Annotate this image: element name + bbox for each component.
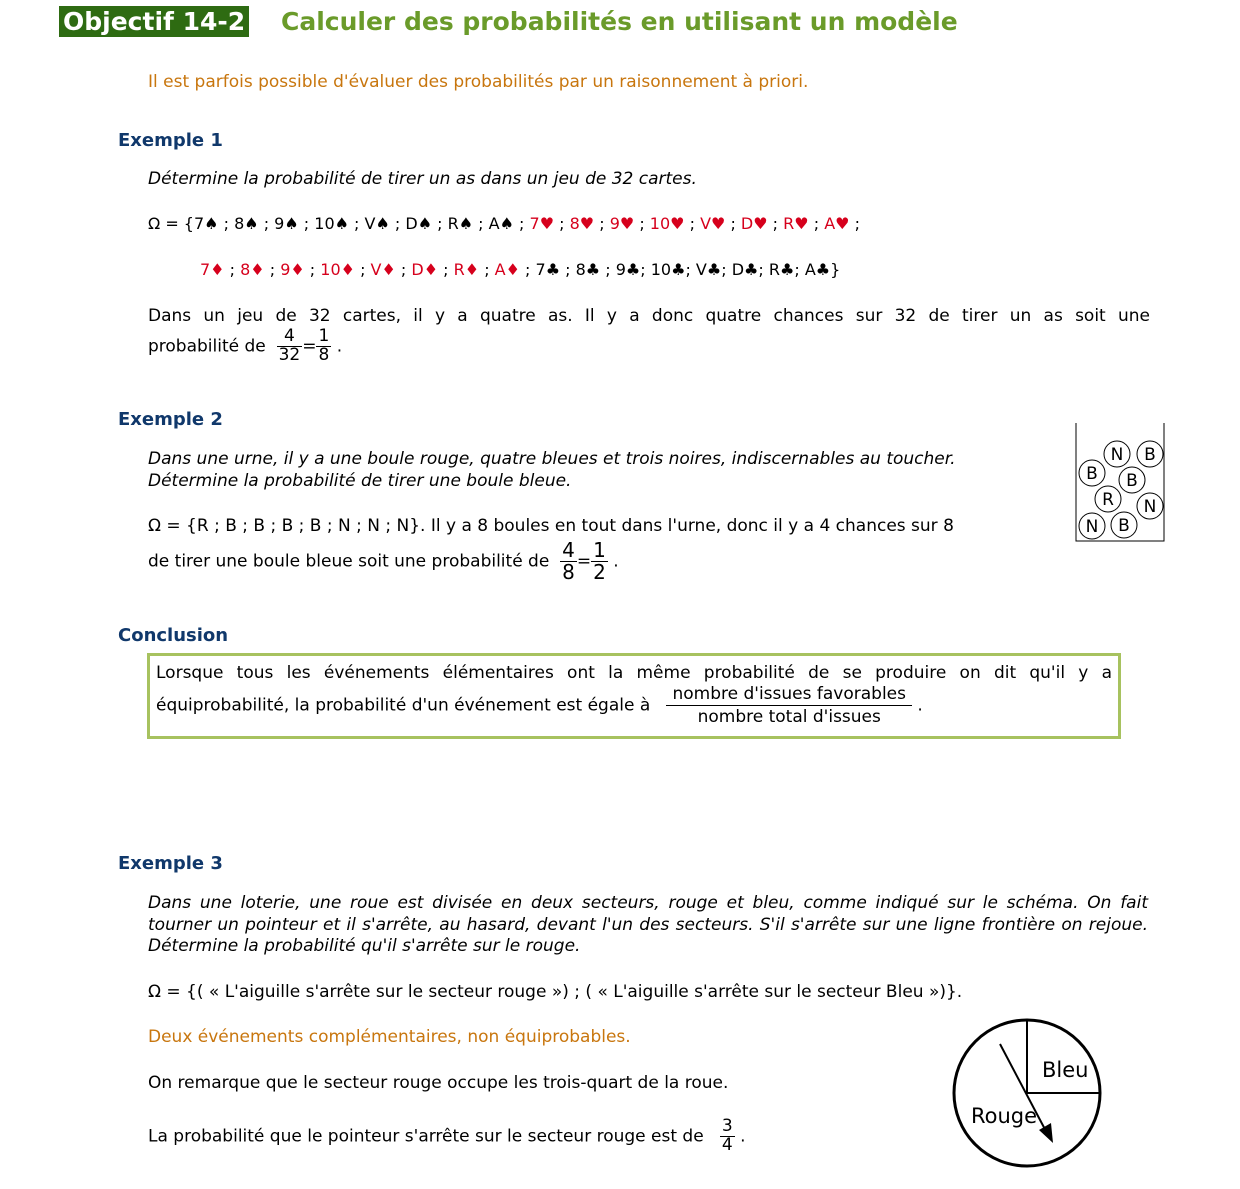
example2-heading: Exemple 2 [118,409,223,430]
example3-answer: La probabilité que le pointeur s'arrête sur le secteur rouge est de $\frac{3}{4}$ . [148,1116,746,1155]
intro-text: Il est parfois possible d'évaluer des probabilités par un raisonnement à priori. [148,72,809,92]
fraction-4-8: $\frac{4}{8}$ [562,538,575,584]
example1-omega-line1: Ω = {7♠ ; 8♠ ; 9♠ ; 10♠ ; V♠ ; D♠ ; R♠ ; A♠ ; 7♥ ; 8♥ ; 9♥ ; 10♥ ; V♥ ; D♥ ; R♥ ; A♥ ; [148,214,860,233]
urn-ball: B [1086,464,1098,484]
example2-explanation: Ω = {R ; B ; B ; B ; B ; N ; N ; N}. Il y a 8 boules en tout dans l'urne, donc il y a 4 chances sur 8 [148,516,954,536]
fraction-1-8: $\frac{1}{8}$ [318,326,330,365]
card-list-spades: 7♠ ; 8♠ ; 9♠ ; 10♠ ; V♠ ; D♠ ; R♠ ; A♠ [193,214,514,233]
fraction-favorable-over-total: $\frac{\text{nombre d'issues favorables}}{\text{nombre total d'issues}}$ [666,683,912,728]
lottery-wheel [945,1010,1110,1175]
conclusion-line1: Lorsque tous les événements élémentaires ont la même probabilité de se produire on dit qu'il y a [156,663,1112,683]
urn-ball: R [1102,490,1114,510]
example1-omega-line2: 7♦ ; 8♦ ; 9♦ ; 10♦ ; V♦ ; D♦ ; R♦ ; A♦ ; 7♣ ; 8♣ ; 9♣; 10♣; V♣; D♣; R♣; A♣} [200,260,841,279]
fraction-3-4: $\frac{3}{4}$ [721,1116,733,1155]
card-list-diamonds: 7♦ ; 8♦ ; 9♦ ; 10♦ ; V♦ ; D♦ ; R♦ ; A♦ [200,260,520,279]
wheel-label-blue: Bleu [1042,1058,1089,1082]
fraction-1-2: $\frac{1}{2}$ [593,538,606,584]
card-list-hearts: 7♥ ; 8♥ ; 9♥ ; 10♥ ; V♥ ; D♥ ; R♥ ; A♥ [529,214,850,233]
pointer-arrowhead [1039,1123,1053,1143]
urn-ball: N [1110,445,1124,465]
fraction-4-32: $\frac{4}{32}$ [278,326,301,365]
conclusion-line2: équiprobabilité, la probabilité d'un événement est égale à $\frac{\text{nombre d'issues favorables}}{\text{nombre total d'issues}}$ . [156,684,923,728]
urn-ball: B [1118,516,1130,536]
example2-result: de tirer une boule bleue soit une probabilité de $\frac{4}{8}$ = $\frac{1}{2}$ . [148,538,619,584]
urn-diagram [1070,420,1170,546]
example1-question: Détermine la probabilité de tirer un as dans un jeu de 32 cartes. [148,169,697,189]
example1-result: probabilité de $\frac{4}{32}$ = $\frac{1}{8}$ . [148,326,343,365]
card-list-clubs: 7♣ ; 8♣ ; 9♣; 10♣; V♣; D♣; R♣; A♣ [535,260,831,279]
wheel-label-red: Rouge [971,1104,1038,1128]
example3-omega: Ω = {( « L'aiguille s'arrête sur le secteur rouge ») ; ( « L'aiguille s'arrête sur le secteur Bleu »)}. [148,982,963,1002]
omega-prefix: Ω = { [148,214,194,233]
example2-question-line1: Dans une urne, il y a une boule rouge, quatre bleues et trois noires, indiscernables au toucher. [148,449,956,469]
example3-note: Deux événements complémentaires, non équiprobables. [148,1027,631,1047]
urn-ball: N [1143,497,1157,517]
urn-ball: B [1144,445,1156,465]
conclusion-heading: Conclusion [118,625,229,646]
example3-heading: Exemple 3 [118,853,223,874]
urn-ball: N [1085,517,1099,537]
example2-question-line2: Détermine la probabilité de tirer une boule bleue. [148,471,572,491]
example1-heading: Exemple 1 [118,130,223,151]
urn-ball: B [1126,471,1138,491]
page-title: Calculer des probabilités en utilisant un modèle [281,7,958,36]
example1-explanation: Dans un jeu de 32 cartes, il y a quatre as. Il y a donc quatre chances sur 32 de tirer un as soit une [148,306,1150,326]
objective-badge: Objectif 14-2 [59,6,249,37]
example3-remark: On remarque que le secteur rouge occupe les trois-quart de la roue. [148,1073,729,1093]
example3-question: Dans une loterie, une roue est divisée en deux secteurs, rouge et bleu, comme indiqué sur le schéma. On fait tourner un pointeur et il s'arrête, au hasard, devant l'un des secteurs. S'il s'arrête sur une ligne frontière on rejoue. Détermine la probabilité qu'il s'arrête sur le rouge. [148,893,1148,956]
